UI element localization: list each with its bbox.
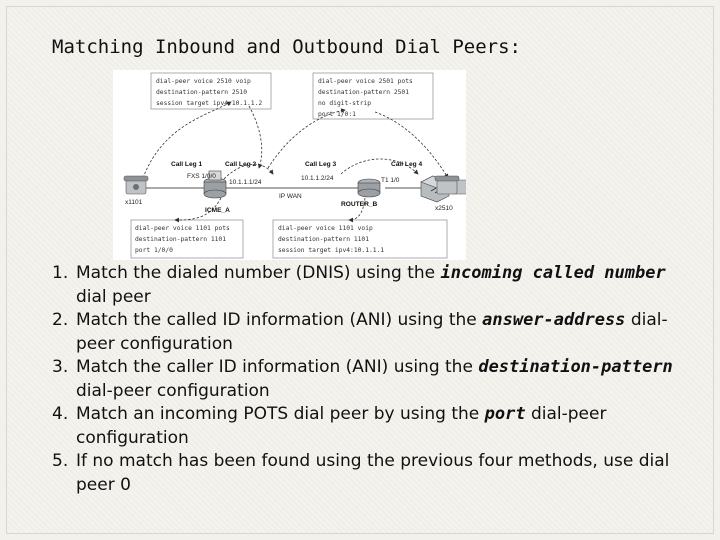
step-text: Match the dialed number (DNIS) using the (76, 263, 441, 283)
call-leg-4-label: Call Leg 4 (391, 161, 423, 168)
router-b-ip-label: 10.1.1.2/24 (301, 175, 334, 182)
config-line: no digit-strip (318, 100, 372, 107)
t1-port-label: T1 1/0 (381, 177, 400, 184)
step-text: dial-peer configuration (76, 404, 607, 448)
cme-ip-label: 10.1.1.1/24 (229, 179, 262, 186)
fxs-port-label: FXS 1/0/0 (187, 173, 216, 180)
step-number: 1. (52, 263, 69, 283)
config-line: destination-pattern 2510 (156, 89, 247, 96)
config-line: session target ipv4:10.1.1.2 (156, 100, 263, 107)
step-text: Match the called ID information (ANI) using the (76, 310, 483, 330)
phone-handset-icon (435, 176, 459, 194)
dial-peer-diagram (113, 70, 466, 260)
step-keyword: destination-pattern (478, 357, 673, 377)
config-line: dial-peer voice 2501 pots (318, 78, 413, 85)
step-item (52, 403, 692, 450)
config-box-top-left (151, 73, 271, 109)
step-item (52, 356, 692, 403)
config-line: destination-pattern 1101 (278, 236, 369, 243)
step-item (52, 309, 692, 356)
cme-router-label: ICME_A (205, 207, 230, 214)
config-line: destination-pattern 1101 (135, 236, 226, 243)
step-item (52, 262, 692, 309)
diagram-svg (113, 70, 466, 260)
call-leg-1-label: Call Leg 1 (171, 161, 203, 168)
config-line: port 1/0:1 (318, 111, 356, 118)
step-text: Match the caller ID information (ANI) using the (76, 357, 479, 377)
step-text: dial peer (76, 286, 151, 307)
config-line: destination-pattern 2501 (318, 89, 409, 96)
step-number: 5. (52, 451, 69, 471)
ip-wan-label: IP WAN (279, 193, 302, 200)
step-keyword: port (484, 404, 526, 424)
step-text: dial-peer configuration (76, 310, 668, 354)
step-number: 4. (52, 404, 69, 424)
phone-right-ext: x2510 (435, 205, 453, 212)
config-box-bottom-right (273, 220, 447, 258)
step-item (52, 450, 692, 497)
matching-steps-list (52, 262, 692, 497)
config-line: dial-peer voice 2510 voip (156, 78, 251, 85)
call-leg-2-label: Call Leg 2 (225, 161, 257, 168)
step-keyword: answer-address (482, 310, 626, 330)
phone-left-ext: x1101 (125, 199, 143, 206)
step-text: If no match has been found using the previous four methods, use dial peer 0 (76, 451, 670, 495)
config-line: session target ipv4:10.1.1.1 (278, 247, 385, 254)
call-leg-3-label: Call Leg 3 (305, 161, 337, 168)
step-number: 3. (52, 357, 69, 377)
router-b-icon (358, 179, 380, 197)
phone-icon-left (124, 176, 148, 194)
step-text: Match an incoming POTS dial peer by using the (76, 404, 485, 424)
config-line: dial-peer voice 1101 voip (278, 225, 373, 232)
config-line: dial-peer voice 1101 pots (135, 225, 230, 232)
config-box-top-right (313, 73, 433, 119)
step-text: dial-peer configuration (76, 380, 270, 401)
step-number: 2. (52, 310, 69, 330)
config-box-bottom-left (131, 220, 243, 258)
config-line: port 1/0/0 (135, 247, 173, 254)
slide-title: Matching Inbound and Outbound Dial Peers: (52, 36, 521, 58)
router-b-label: ROUTER_B (341, 201, 378, 208)
step-keyword: incoming called number (440, 263, 666, 283)
